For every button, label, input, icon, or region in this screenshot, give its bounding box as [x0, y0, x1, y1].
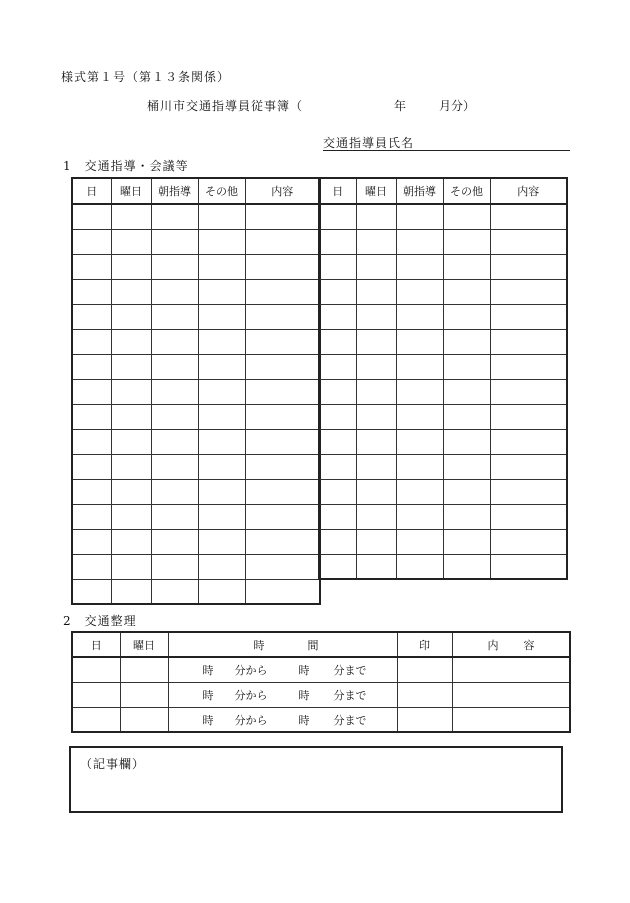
entry-cell[interactable] — [151, 504, 198, 529]
traffic-guidance-table-left — [71, 177, 321, 605]
entry-cell[interactable] — [443, 404, 490, 429]
entry-cell[interactable] — [111, 354, 151, 379]
table-row — [319, 504, 567, 529]
weekday-cell[interactable] — [120, 707, 168, 732]
traffic-guidance-table-right — [318, 177, 568, 580]
table-row — [319, 229, 567, 254]
entry-cell[interactable] — [319, 379, 356, 404]
entry-cell[interactable] — [151, 454, 198, 479]
entry-cell[interactable] — [396, 229, 443, 254]
entry-cell[interactable] — [396, 354, 443, 379]
entry-cell[interactable] — [72, 254, 111, 279]
seal-cell[interactable] — [397, 707, 452, 732]
time-hour-from-label: 時 — [202, 688, 214, 702]
entry-cell[interactable] — [111, 254, 151, 279]
entry-cell[interactable] — [443, 354, 490, 379]
header-content-label-1: 内 — [487, 639, 499, 652]
table-row — [319, 454, 567, 479]
control-header-row — [72, 632, 570, 657]
entry-cell[interactable] — [151, 429, 198, 454]
entry-cell[interactable] — [319, 504, 356, 529]
time-range-cell[interactable] — [168, 707, 397, 732]
entry-cell[interactable] — [245, 304, 320, 329]
table-row — [72, 479, 320, 504]
entry-cell[interactable] — [151, 479, 198, 504]
entry-cell[interactable] — [396, 554, 443, 579]
time-min-from-label: 分から — [234, 713, 268, 727]
document-title: 桶川市交通指導員従事簿（ — [147, 99, 304, 113]
table-row — [72, 404, 320, 429]
entry-cell[interactable] — [151, 379, 198, 404]
entry-cell[interactable] — [490, 404, 567, 429]
table-row — [319, 554, 567, 579]
entry-cell[interactable] — [198, 354, 245, 379]
entry-cell[interactable] — [490, 504, 567, 529]
content-cell[interactable] — [452, 657, 570, 682]
entry-cell[interactable] — [198, 229, 245, 254]
time-min-to-label: 分まで — [333, 688, 367, 702]
entry-cell[interactable] — [319, 404, 356, 429]
entry-cell[interactable] — [443, 379, 490, 404]
time-min-to-label: 分まで — [333, 664, 367, 677]
entry-cell[interactable] — [356, 379, 396, 404]
entry-cell[interactable] — [443, 529, 490, 554]
entry-cell[interactable] — [396, 204, 443, 229]
entry-cell[interactable] — [111, 479, 151, 504]
entry-cell[interactable] — [72, 479, 111, 504]
table-row — [72, 229, 320, 254]
entry-cell[interactable] — [151, 229, 198, 254]
entry-cell[interactable] — [111, 304, 151, 329]
table-row — [72, 279, 320, 304]
entry-cell[interactable] — [111, 554, 151, 579]
table-row — [72, 707, 570, 732]
entry-cell[interactable] — [72, 279, 111, 304]
entry-cell[interactable] — [490, 329, 567, 354]
time-hour-to-label: 時 — [298, 664, 310, 677]
entry-cell[interactable] — [198, 304, 245, 329]
entry-cell[interactable] — [245, 279, 320, 304]
entry-cell[interactable] — [151, 404, 198, 429]
entry-cell[interactable] — [245, 329, 320, 354]
entry-cell[interactable] — [245, 354, 320, 379]
table-row — [72, 254, 320, 279]
entry-cell[interactable] — [151, 579, 198, 604]
entry-cell[interactable] — [72, 504, 111, 529]
entry-cell[interactable] — [111, 404, 151, 429]
table-row — [72, 529, 320, 554]
table-row — [319, 329, 567, 354]
entry-cell[interactable] — [490, 229, 567, 254]
traffic-header-left-1: 曜日 — [111, 178, 151, 204]
entry-cell[interactable] — [396, 304, 443, 329]
entry-cell[interactable] — [245, 554, 320, 579]
section1-title: 1 交通指導・会議等 — [63, 159, 189, 173]
table-row — [72, 204, 320, 229]
entry-cell[interactable] — [151, 304, 198, 329]
time-hour-from-label: 時 — [202, 713, 214, 727]
section2-title: 2 交通整理 — [63, 614, 137, 628]
entry-cell[interactable] — [319, 554, 356, 579]
table-row — [319, 304, 567, 329]
entry-cell[interactable] — [245, 579, 320, 604]
header-weekday: 曜日 — [120, 632, 168, 657]
entry-cell[interactable] — [396, 454, 443, 479]
entry-cell[interactable] — [151, 279, 198, 304]
entry-cell[interactable] — [72, 529, 111, 554]
entry-cell[interactable] — [72, 354, 111, 379]
entry-cell[interactable] — [319, 429, 356, 454]
table-row — [72, 429, 320, 454]
entry-cell[interactable] — [396, 404, 443, 429]
entry-cell[interactable] — [490, 204, 567, 229]
entry-cell[interactable] — [319, 279, 356, 304]
table-row — [72, 657, 570, 682]
notes-label: （記事欄） — [80, 757, 146, 771]
table-row — [319, 279, 567, 304]
entry-cell[interactable] — [72, 554, 111, 579]
table-row — [72, 454, 320, 479]
entry-cell[interactable] — [72, 204, 111, 229]
entry-cell[interactable] — [111, 579, 151, 604]
table-row — [319, 529, 567, 554]
entry-cell[interactable] — [72, 379, 111, 404]
header-content — [452, 632, 570, 657]
entry-cell[interactable] — [443, 329, 490, 354]
entry-cell[interactable] — [319, 204, 356, 229]
entry-cell[interactable] — [490, 354, 567, 379]
entry-cell[interactable] — [198, 404, 245, 429]
entry-cell[interactable] — [490, 429, 567, 454]
time-min-to-label: 分まで — [333, 713, 367, 727]
entry-cell[interactable] — [111, 279, 151, 304]
entry-cell[interactable] — [72, 304, 111, 329]
header-time-label-1: 時 — [253, 639, 265, 652]
entry-cell[interactable] — [245, 454, 320, 479]
traffic-header-left-3: その他 — [198, 178, 245, 204]
entry-cell[interactable] — [319, 529, 356, 554]
entry-cell[interactable] — [198, 579, 245, 604]
table-row — [72, 554, 320, 579]
entry-cell[interactable] — [151, 354, 198, 379]
entry-cell[interactable] — [319, 354, 356, 379]
entry-cell[interactable] — [245, 404, 320, 429]
time-hour-from-label: 時 — [202, 664, 214, 677]
officer-name-field[interactable] — [323, 150, 570, 151]
entry-cell[interactable] — [490, 529, 567, 554]
entry-cell[interactable] — [198, 279, 245, 304]
entry-cell[interactable] — [490, 379, 567, 404]
entry-cell[interactable] — [356, 454, 396, 479]
officer-name-label: 交通指導員氏名 — [323, 136, 415, 150]
entry-cell[interactable] — [111, 229, 151, 254]
entry-cell[interactable] — [443, 554, 490, 579]
entry-cell[interactable] — [198, 254, 245, 279]
entry-cell[interactable] — [319, 479, 356, 504]
entry-cell[interactable] — [111, 504, 151, 529]
table-row — [319, 204, 567, 229]
entry-cell[interactable] — [198, 454, 245, 479]
entry-cell[interactable] — [319, 254, 356, 279]
entry-cell[interactable] — [111, 329, 151, 354]
entry-cell[interactable] — [151, 204, 198, 229]
entry-cell[interactable] — [443, 254, 490, 279]
entry-cell[interactable] — [356, 279, 396, 304]
traffic-header-row-right — [319, 178, 567, 204]
table-row — [72, 504, 320, 529]
table-row — [319, 429, 567, 454]
entry-cell[interactable] — [198, 204, 245, 229]
entry-cell[interactable] — [198, 479, 245, 504]
entry-cell[interactable] — [111, 204, 151, 229]
entry-cell[interactable] — [319, 229, 356, 254]
entry-cell[interactable] — [72, 404, 111, 429]
entry-cell[interactable] — [443, 454, 490, 479]
table-row — [319, 354, 567, 379]
table-row — [72, 354, 320, 379]
entry-cell[interactable] — [443, 479, 490, 504]
table-row — [319, 479, 567, 504]
entry-cell[interactable] — [396, 429, 443, 454]
table-row — [319, 254, 567, 279]
entry-cell[interactable] — [396, 329, 443, 354]
entry-cell[interactable] — [245, 504, 320, 529]
time-hour-to-label: 時 — [298, 713, 310, 727]
entry-cell[interactable] — [396, 504, 443, 529]
entry-cell[interactable] — [396, 379, 443, 404]
entry-cell[interactable] — [198, 379, 245, 404]
table-row — [72, 304, 320, 329]
entry-cell[interactable] — [443, 204, 490, 229]
entry-cell[interactable] — [356, 254, 396, 279]
entry-cell[interactable] — [72, 329, 111, 354]
table-row — [72, 329, 320, 354]
entry-cell[interactable] — [356, 529, 396, 554]
table-row — [319, 404, 567, 429]
time-range-cell[interactable] — [168, 682, 397, 707]
header-day: 日 — [72, 632, 120, 657]
table-row — [72, 379, 320, 404]
day-cell[interactable] — [72, 707, 120, 732]
entry-cell[interactable] — [443, 229, 490, 254]
entry-cell[interactable] — [245, 254, 320, 279]
entry-cell[interactable] — [356, 329, 396, 354]
traffic-header-right-3: その他 — [443, 178, 490, 204]
entry-cell[interactable] — [319, 304, 356, 329]
traffic-header-left-2: 朝指導 — [151, 178, 198, 204]
entry-cell[interactable] — [356, 354, 396, 379]
entry-cell[interactable] — [151, 554, 198, 579]
entry-cell[interactable] — [396, 279, 443, 304]
entry-cell[interactable] — [490, 479, 567, 504]
entry-cell[interactable] — [319, 454, 356, 479]
entry-cell[interactable] — [111, 379, 151, 404]
title-year-label: 年 — [394, 99, 407, 113]
time-hour-to-label: 時 — [298, 688, 310, 702]
entry-cell[interactable] — [490, 254, 567, 279]
entry-cell[interactable] — [151, 254, 198, 279]
entry-cell[interactable] — [356, 429, 396, 454]
content-cell[interactable] — [452, 707, 570, 732]
content-cell[interactable] — [452, 682, 570, 707]
entry-cell[interactable] — [245, 229, 320, 254]
time-min-from-label: 分から — [234, 664, 268, 677]
time-min-from-label: 分から — [234, 688, 268, 702]
entry-cell[interactable] — [356, 304, 396, 329]
traffic-header-left-4: 内容 — [245, 178, 320, 204]
entry-cell[interactable] — [396, 479, 443, 504]
entry-cell[interactable] — [356, 479, 396, 504]
day-cell[interactable] — [72, 682, 120, 707]
weekday-cell[interactable] — [120, 657, 168, 682]
entry-cell[interactable] — [356, 404, 396, 429]
entry-cell[interactable] — [490, 279, 567, 304]
entry-cell[interactable] — [443, 429, 490, 454]
entry-cell[interactable] — [72, 454, 111, 479]
entry-cell[interactable] — [319, 329, 356, 354]
header-seal: 印 — [397, 632, 452, 657]
entry-cell[interactable] — [151, 329, 198, 354]
entry-cell[interactable] — [111, 454, 151, 479]
entry-cell[interactable] — [396, 254, 443, 279]
entry-cell[interactable] — [356, 504, 396, 529]
entry-cell[interactable] — [443, 304, 490, 329]
day-cell[interactable] — [72, 657, 120, 682]
seal-cell[interactable] — [397, 657, 452, 682]
title-month-label: 月分） — [439, 99, 476, 113]
traffic-control-table — [71, 631, 571, 733]
entry-cell[interactable] — [198, 554, 245, 579]
traffic-header-right-2: 朝指導 — [396, 178, 443, 204]
header-time-label-2: 間 — [307, 639, 319, 652]
entry-cell[interactable] — [490, 554, 567, 579]
entry-cell[interactable] — [443, 504, 490, 529]
entry-cell[interactable] — [356, 229, 396, 254]
entry-cell[interactable] — [198, 329, 245, 354]
header-time — [168, 632, 397, 657]
header-content-label-2: 容 — [523, 639, 535, 652]
entry-cell[interactable] — [245, 379, 320, 404]
table-row — [72, 682, 570, 707]
form-number: 様式第１号（第１３条関係） — [61, 70, 231, 84]
entry-cell[interactable] — [111, 429, 151, 454]
entry-cell[interactable] — [151, 529, 198, 554]
entry-cell[interactable] — [72, 229, 111, 254]
table-row — [319, 379, 567, 404]
weekday-cell[interactable] — [120, 682, 168, 707]
entry-cell[interactable] — [356, 204, 396, 229]
entry-cell[interactable] — [72, 579, 111, 604]
traffic-header-left-0: 日 — [72, 178, 111, 204]
traffic-header-right-4: 内容 — [490, 178, 567, 204]
entry-cell[interactable] — [443, 279, 490, 304]
entry-cell[interactable] — [245, 204, 320, 229]
entry-cell[interactable] — [198, 504, 245, 529]
entry-cell[interactable] — [245, 479, 320, 504]
entry-cell[interactable] — [198, 429, 245, 454]
entry-cell[interactable] — [396, 529, 443, 554]
entry-cell[interactable] — [72, 429, 111, 454]
entry-cell[interactable] — [356, 554, 396, 579]
entry-cell[interactable] — [245, 529, 320, 554]
time-range-cell[interactable] — [168, 657, 397, 682]
traffic-header-right-1: 曜日 — [356, 178, 396, 204]
entry-cell[interactable] — [198, 529, 245, 554]
entry-cell[interactable] — [111, 529, 151, 554]
seal-cell[interactable] — [397, 682, 452, 707]
traffic-header-row-left — [72, 178, 320, 204]
table-row — [72, 579, 320, 604]
traffic-header-right-0: 日 — [319, 178, 356, 204]
entry-cell[interactable] — [490, 304, 567, 329]
entry-cell[interactable] — [245, 429, 320, 454]
entry-cell[interactable] — [490, 454, 567, 479]
